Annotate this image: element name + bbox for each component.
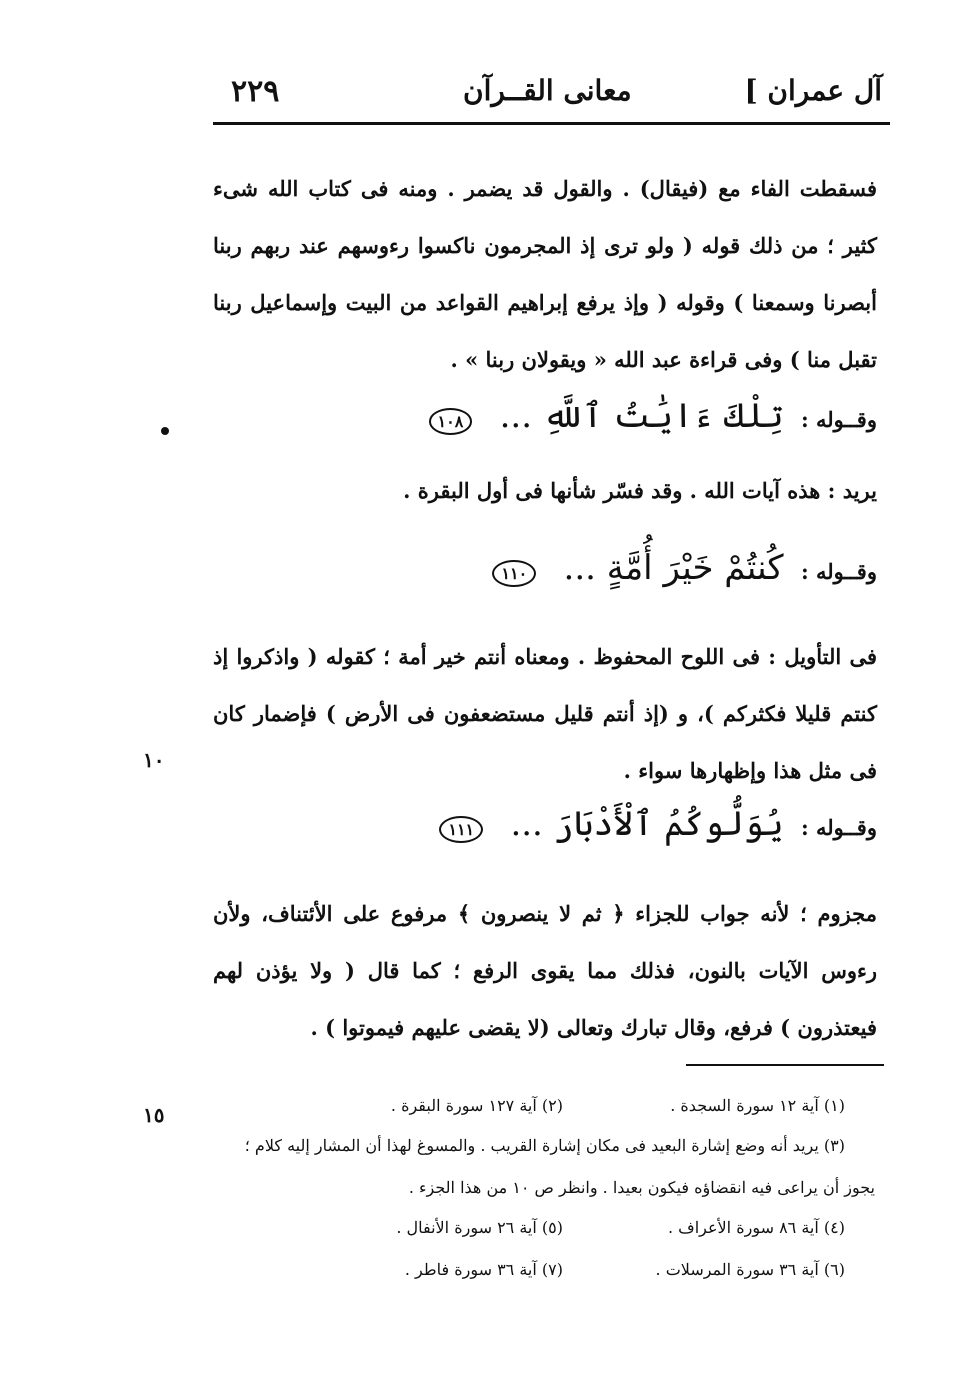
line-number-10: ١٠ [143,748,165,772]
verse-number-badge: ١١٠ [492,560,536,587]
footnote-7: (٧) آية ٣٦ سورة فاطر . [404,1260,563,1279]
paragraph-1: فسقطت الفاء مع (فيقال) . والقول قد يضمر . ومنه فى كتاب الله شىء كثير ؛ من ذلك قوله ( ولو ترى إذ المجرمون ناكسوا رءوسهم عند ربهم ربنا أبصرنا وسمعنا ) وقوله ( وإذ يرفع إبراهيم القواعد من البيت وإسماعيل ربنا تقبل منا ) وفى قراءة عبد الله « ويقولان ربنا » . [213,176,877,372]
line-number-15: ١٥ [143,1103,165,1127]
footnote-3-line-2: يجوز أن يراعى فيه انقضاؤه فيكون بعيدا . وانظر ص ١٠ من هذا الجزء . [408,1178,875,1197]
footnote-2: (٢) آية ١٢٧ سورة البقرة . [390,1096,563,1115]
footnote-divider [686,1064,884,1066]
verse-heading-3 [439,803,877,844]
verse-number-badge: ١١١ [439,816,483,843]
verse-heading-2 [492,548,877,588]
paragraph-3: فى التأويل : فى اللوح المحفوظ . ومعناه أنتم خير أمة ؛ كقوله ( واذكروا إذ كنتم قليلا فكثركم )، و (إذ أنتم قليل مستضعفون فى الأرض ) فإضمار كان فى مثل هذا وإظهارها سواء . [213,644,877,783]
paragraph-2: يريد : هذه آيات الله . وقد فسّر شأنها فى أول البقرة . [403,478,877,503]
verse-quote: تِلْكَ ءَايَٰتُ ٱللَّهِ ... [499,396,784,436]
running-title: معانى القــرآن [463,74,632,107]
footnote-5: (٥) آية ٢٦ سورة الأنفال . [396,1218,563,1237]
surah-name: آل عمران ] [744,74,882,107]
footnote-3-line-1: (٣) يريد أنه وضع إشارة البعيد فى مكان إشارة القريب . والمسوغ لهذا أن المشار إليه كلام ؛ [244,1136,845,1155]
footnote-4: (٤) آية ٨٦ سورة الأعراف . [667,1218,845,1237]
verse-intro: وقــوله : [800,407,877,432]
page-number: ٢٢٩ [231,74,280,109]
verse-intro: وقــوله : [800,815,877,840]
verse-heading-1 [429,395,877,436]
verse-number-badge: ١٠٨ [429,408,473,435]
footnote-1: (١) آية ١٢ سورة السجدة . [670,1096,845,1115]
paragraph-4: مجزوم ؛ لأنه جواب للجزاء ﴿ ثم لا ينصرون ﴾ مرفوع على الأئتناف، ولأن رءوس الآيات بالنون، فذلك مما يقوى الرفع ؛ كما قال ( ولا يؤذن لهم فيعتذرون ) فرفع، وقال تبارك وتعالى (لا يقضى عليهم فيموتوا ) . [213,901,877,1040]
verse-intro: وقــوله : [800,559,877,584]
margin-dot-mark [161,427,169,435]
page-header [213,66,890,125]
footnote-6: (٦) آية ٣٦ سورة المرسلات . [655,1260,845,1279]
verse-quote: كُنتُمْ خَيْرَ أُمَّةٍ ... [563,548,784,588]
verse-quote: يُوَلُّوكُمُ ٱلْأَدْبَارَ ... [510,804,784,844]
